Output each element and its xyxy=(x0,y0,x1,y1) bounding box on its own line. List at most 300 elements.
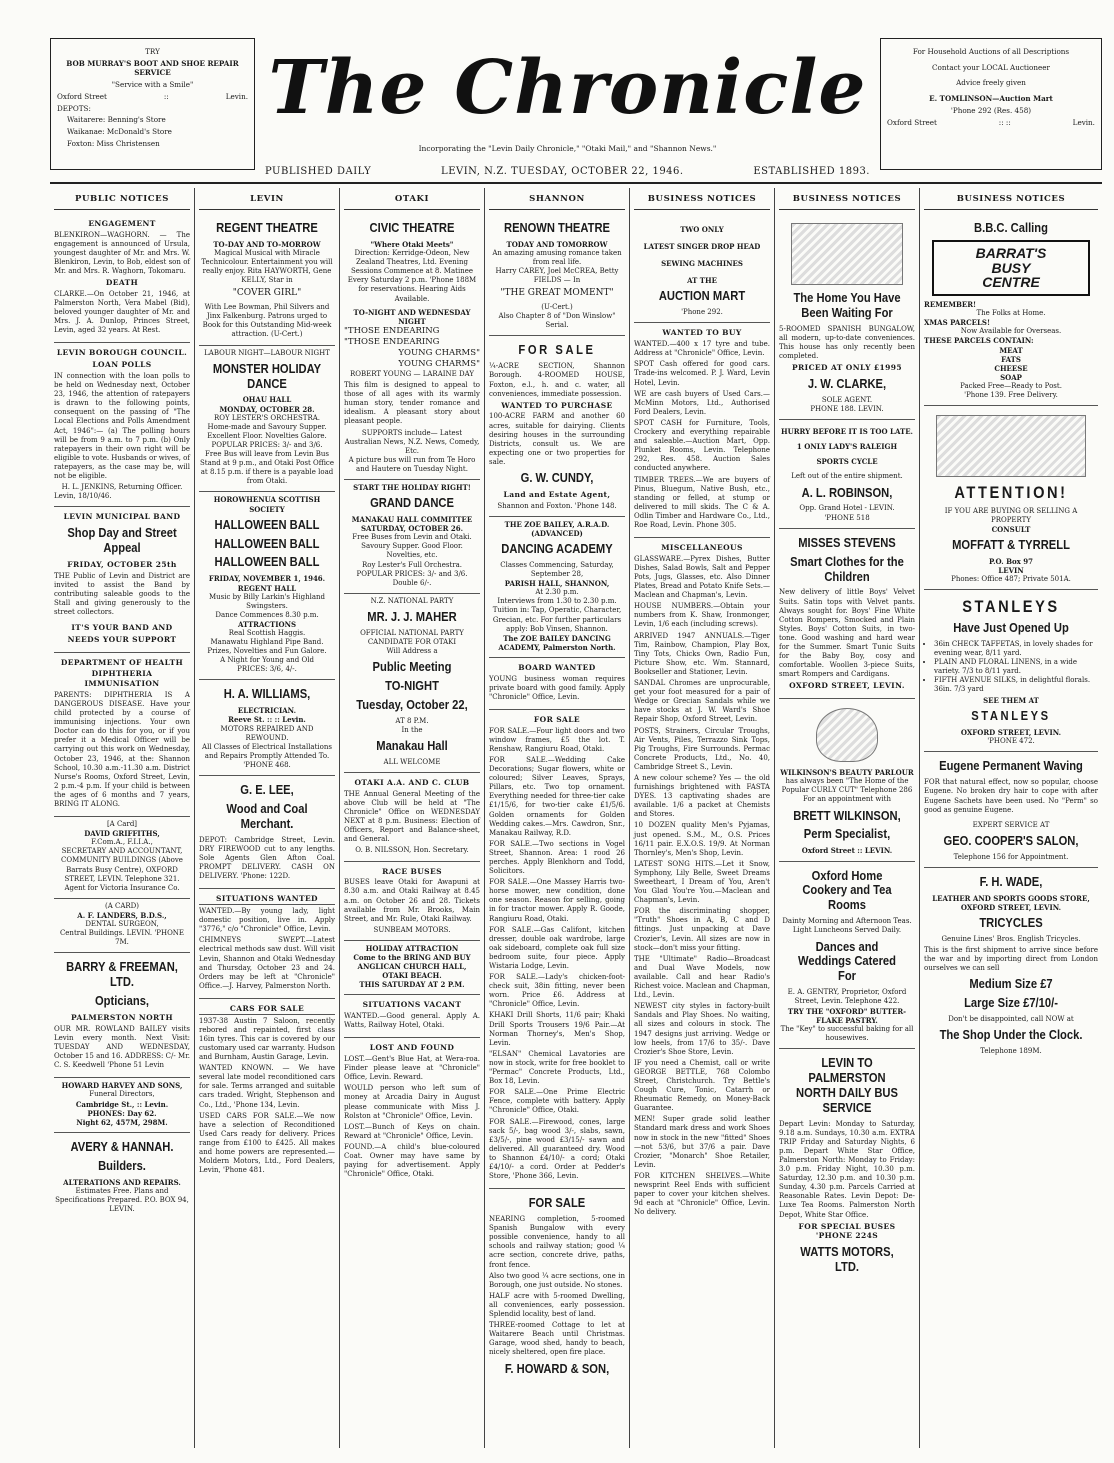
ear-depot-3: Foxton: Miss Christensen xyxy=(67,138,160,148)
ad-text: Packed Free—Ready to Post. xyxy=(960,381,1062,390)
ad-big: Manakau Hall xyxy=(376,738,448,754)
classified-text: WANTED.—By young lady, light domestic position, live in. Apply "3776," c/o "Chronicle" Office, Levin. xyxy=(199,907,335,934)
notice-loan-polls xyxy=(54,343,190,507)
column-heading: SHANNON xyxy=(489,188,625,210)
ad-heading: HURRY BEFORE IT IS TOO LATE. xyxy=(781,427,913,437)
section-board-wanted xyxy=(489,658,625,710)
ear-bob-murray xyxy=(50,38,255,170)
ad-text: 'PHONE 472. xyxy=(987,737,1035,746)
ad-big: Smart Clothes for the Children xyxy=(790,553,904,584)
ad-civic-theatre xyxy=(344,214,480,480)
ad-heading: TODAY AND TOMORROW xyxy=(506,239,608,249)
ad-text: MOTORS REPAIRED AND REWOUND. xyxy=(220,724,314,742)
ad-heading: REGENT HALL xyxy=(237,583,297,593)
classified-text: SPOT Cash offered for good cars. Trade-ins welcomed. P. J. Ward, Levin Hotel, Levin. xyxy=(634,360,770,387)
ad-text: POPULAR PRICES: 3/- and 3/6. xyxy=(211,440,323,449)
ad-heading: RACE BUSES xyxy=(382,866,442,876)
ad-big: Medium Size £7 xyxy=(969,976,1053,992)
card-text: SECRETARY AND ACCOUNTANT, COMMUNITY BUILDINGS (Above Barrats Busy Centre), OXFORD STREET, LEVIN. Telephone 321. Agent for Victoria Insurance Co. xyxy=(61,847,183,892)
ad-big: Oxford Home Cookery and Tea Rooms xyxy=(802,867,892,913)
ad-text: 100-ACRE FARM and another 60 acres, suitable for dairying. Clients desiring houses in the surrounding Districts, consult us. We are expecting one or two properties for sale. xyxy=(489,412,625,466)
ad-cundy xyxy=(489,336,625,516)
ad-big: Wood and Coal Merchant. xyxy=(226,800,308,831)
ad-text: PHONE 188. LEVIN. xyxy=(810,405,884,414)
ad-text: Shannon and Foxton. 'Phone 148. xyxy=(497,501,617,510)
classified-text: KHAKI Drill Shorts, 11/6 pair; Khaki Drill Sports Trousers 19/6 Pair.—At Norman Thorney's, Men's Shop, Levin. xyxy=(489,1011,625,1047)
ad-big: TRICYCLES xyxy=(979,914,1043,930)
classified-text: SANDAL Chromes are unprocurable, get your foot measured for a pair of Wedge or Grecian Sandals while we have stocks at J. W. Ward's Shoe Repair Shop, Oxford Street, Levin. xyxy=(634,679,770,724)
notice-signature: H. L. JENKINS, Returning Officer. xyxy=(61,483,183,492)
card-name: A. F. LANDERS, B.D.S., xyxy=(77,910,167,920)
column-heading: BUSINESS NOTICES xyxy=(779,188,915,210)
ad-text: AT 8 P.M. xyxy=(395,716,429,725)
ad-heading: CONSULT xyxy=(991,524,1031,534)
ad-dancing-academy xyxy=(489,517,625,658)
card-text: Central Buildings. LEVIN. 'PHONE 7M. xyxy=(59,929,185,947)
ad-big: BARRY & FREEMAN, LTD. xyxy=(66,959,178,990)
classified-text: FOR SALE.—Firewood, cones, large sack 5/-, bag wood 3/-, slabs, sawn, £3/5/-, pine wood £3/15/- sawn and delivered. All guaranteed dry. Wood to Shannon £4/10/- a cord; Otaki £4/10/- a cord. Order at Pedder's Store, 'Phone 366, Levin. xyxy=(489,1117,625,1181)
ad-text: ROY LESTER'S ORCHESTRA. xyxy=(214,413,320,422)
film-title: YOUNG CHARMS" xyxy=(398,347,480,358)
card-name: DAVID GRIFFITHS, xyxy=(84,829,160,839)
ad-howard-harvey xyxy=(54,1078,190,1132)
ad-text: Home-made and Savoury Supper. Excellent Floor. Novelties Galore. xyxy=(207,422,327,440)
ear-title: BOB MURRAY'S BOOT AND SHOE REPAIR SERVICE xyxy=(66,58,239,78)
ad-text: EXPERT SERVICE AT xyxy=(972,820,1050,829)
ad-text: ALL WELCOME xyxy=(383,758,441,767)
columns xyxy=(50,188,1102,1448)
card-landers xyxy=(54,899,190,953)
ad-text: LABOUR NIGHT—LABOUR NIGHT xyxy=(204,348,330,357)
column-heading: PUBLIC NOTICES xyxy=(54,188,190,210)
section-for-sale xyxy=(489,710,625,1189)
notice-engagement xyxy=(54,214,190,343)
ad-text: Left out of the entire shipment. xyxy=(791,472,903,481)
ad-williams xyxy=(199,680,335,776)
column-otaki xyxy=(340,188,485,1448)
ad-text: THE Annual General Meeting of the above Club will be held at "The Chronicle" Office on WEDNESDAY NEXT at 8 p.m. Business: Election of Officers, Report and Balance-sheet, and General. xyxy=(344,789,480,844)
ad-heading: TWO ONLY xyxy=(680,225,724,235)
ad-big: Opticians, xyxy=(94,993,150,1009)
ad-text: Cambridge St., :: Levin. xyxy=(75,1099,169,1109)
ad-big: Have Just Opened Up xyxy=(953,619,1069,635)
ad-text: ¼-ACRE SECTION, Shannon Borough. 4-ROOMED HOUSE, Foxton, e.l., h. and c. water, all conveniences, immediate possession. xyxy=(489,362,625,398)
ad-text: IF YOU ARE BUYING OR SELLING A PROPERTY xyxy=(944,506,1078,524)
ad-oxford-cookery xyxy=(779,862,915,1049)
ad-wilkinson-beauty xyxy=(779,699,915,861)
classified-text: LATEST SONG HITS.—Let it Snow, Symphony, Lily Belle, Sweet Dreams Sweetheart, I Dream of You, Aren't You Glad You're You.—Maclean and Chapman's, Levin. xyxy=(634,859,770,905)
classified-text: WANTED.—Good general. Apply A. Watts, Railway Hotel, Otaki. xyxy=(344,1012,480,1030)
ad-big: The Shop Under the Clock. xyxy=(939,1027,1083,1043)
ear-try: TRY xyxy=(145,47,160,56)
column-public-notices xyxy=(50,188,195,1448)
classified-text: FOR SALE.—One Massey Harris two-horse mower, new condition, done one season. Reason for selling, going in for tractor mower. Apply R. Goode, Rangiuru Road, Otaki. xyxy=(489,878,625,923)
notice-text: BLENKIRON—WAGHORN. — The engagement is announced of Ursula, youngest daughter of Mr. and Mrs. W. Blenkiron, Levin, to Bob, eldest son of Mr. and Mrs. R. Waghorn, Tokomaru. xyxy=(54,230,190,276)
ad-heading: SEE THEM AT xyxy=(983,696,1039,706)
section-miscellaneous xyxy=(634,538,770,1224)
ad-howard-for-sale xyxy=(489,1189,625,1385)
ad-text: E. A. GENTRY, Proprietor, Oxford Street, Levin. Telephone 422. xyxy=(787,988,907,1006)
notice-band xyxy=(54,507,190,652)
ad-big: FOR SALE xyxy=(528,1195,586,1211)
ear-r5: 'Phone 292 (Res. 458) xyxy=(950,105,1032,115)
ad-text: In the xyxy=(401,726,423,735)
ad-heading: HOROWHENUA SCOTTISH SOCIETY xyxy=(213,495,321,514)
ad-heading: SEWING MACHINES xyxy=(661,259,743,269)
ad-text: Estimates Free. Plans and Specifications Prepared. P.O. BOX 94, LEVIN. xyxy=(55,1186,189,1213)
ear-r-town: Levin. xyxy=(1072,117,1095,127)
ad-text: Magical Musical with Miracle Technicolour. Entertainment you will really enjoy. Rita HAYWORTH, Gene KELLY, Star in xyxy=(201,249,333,285)
card-griffiths xyxy=(54,817,190,899)
notice-text: PARENTS: DIPHTHERIA IS A DANGEROUS DISEASE. Have your child protected by a course of immunising injections. Your own Doctor can do this for you, or if you prefer it a Medical Officer will be carrying out this work on Wednesday, October 23, 1946, at the: Shannon School, 10.30 a.m.-11.30 a.m. District Nurse's Rooms, Oxford Street, Levin, 2 p.m.-4 p.m. If your child is between the ages of 6 months and 7 years, BRING IT ALONG. xyxy=(54,690,190,809)
ad-big: STANLEYS xyxy=(971,708,1051,724)
ad-text: Prizes, Novelties and Fun Galore. xyxy=(207,647,327,656)
ad-heading: TO-DAY AND TO-MORROW xyxy=(213,239,321,249)
ad-text: SOLE AGENT. xyxy=(821,395,873,404)
ad-big: Eugene Permanent Waving xyxy=(939,758,1083,774)
ad-text: 'PHONE 468. xyxy=(243,760,291,769)
ad-wade-tricycles xyxy=(924,868,1098,1061)
ad-renown-theatre xyxy=(489,214,625,336)
ad-text: Dance Commences 8.30 p.m. xyxy=(215,610,319,619)
ad-text: This is the first shipment to arrive since before the war and by importing direct from London ourselves we can sell xyxy=(924,945,1098,973)
ad-big: CIVIC THEATRE xyxy=(369,220,455,236)
ad-text: Now Available for Overseas. xyxy=(960,327,1062,336)
classified-text: FOR SALE.—Wedding Cake Decorations; Sugar flowers, white or coloured; Silver Leaves, Sprays, Pillars, etc. Two top ornament. Everything needed for three-tier cake £1/15/6, for two-tier cake £1/5/6. Golden ornaments for Golden Wedding cakes.—Mrs. Cawdron, Snr., Manakau Railway, R.D. xyxy=(489,755,625,837)
ad-heading: XMAS PARCELS! xyxy=(924,318,991,328)
ad-text: Savoury Supper. Good Floor. Novelties, etc. xyxy=(361,542,463,560)
film-title: "THE GREAT MOMENT" xyxy=(500,288,614,299)
dateline xyxy=(265,166,870,177)
ad-big: MR. J. J. MAHER xyxy=(367,608,457,624)
ear-tomlinson xyxy=(880,38,1102,170)
ad-barry-freeman xyxy=(54,953,190,1078)
newspaper-title: The Chronicle xyxy=(268,45,867,131)
list-item: • PLAIN AND FLORAL LINENS, in a wide variety. 7/3 to 8/11 yard. xyxy=(934,658,1098,676)
ad-text: Night 62, 457M, 298M. xyxy=(76,1117,168,1127)
classified-text: WOULD person who left sum of money at Arcadia Dairy in August please communicate with Miss J. Rolston at "Chronicle" Office, Levin. xyxy=(344,1084,480,1120)
ad-heading: WANTED TO PURCHASE xyxy=(501,400,613,410)
section-cars-for-sale xyxy=(199,999,335,1182)
ad-big: MISSES STEVENS xyxy=(798,534,896,550)
ad-robinson-cycle xyxy=(779,420,915,529)
classified-text: "ELSAN" Chemical Lavatories are now in stock, write for free booklet to "Permac" Concrete Products, Ltd., Box 18, Levin. xyxy=(489,1049,625,1086)
ad-heading: PARISH HALL, SHANNON, xyxy=(504,579,610,589)
classified-text: 10 DOZEN quality Men's Pyjamas, just opened. S.M., M., O.S. Prices 16/11 pair. E.X.O.S. 19/9. At Norman Thornley's, Men's Shop, Levin. xyxy=(634,821,770,857)
ad-grand-dance xyxy=(344,480,480,594)
classified-text: FOR SALE.—Two sections in Vogel Street, Shannon. Area: 1 rood 26 perches. Apply Blenkhorn and Todd, Solicitors. xyxy=(489,839,625,876)
column-business-notices-2 xyxy=(775,188,920,1448)
ad-big: MOFFATT & TYRRELL xyxy=(952,536,1070,552)
notice-heading: DEATH xyxy=(105,278,139,288)
ad-misses-stevens xyxy=(779,529,915,700)
ad-big: RENOWN THEATRE xyxy=(503,220,610,236)
ad-heading: ELECTRICIAN. xyxy=(237,706,297,716)
ad-big: Large Size £7/10/- xyxy=(964,995,1058,1011)
ad-big: ATTENTION! xyxy=(954,483,1068,503)
ad-text: An amazing amusing romance taken from real life. xyxy=(492,249,622,267)
column-heading: BUSINESS NOTICES xyxy=(924,188,1098,210)
section-heading: SITUATIONS WANTED xyxy=(199,894,335,905)
ear-r1: For Household Auctions of all Descriptions xyxy=(912,47,1070,56)
ad-big: Dances and Weddings Catered For xyxy=(798,938,896,984)
ad-item: MEAT xyxy=(999,345,1023,355)
ad-text: The "Key" to successful baking for all housewives. xyxy=(780,1024,914,1042)
ad-item: SOAP xyxy=(1000,372,1022,382)
notice-heading: LOAN POLLS xyxy=(92,360,152,370)
ear-sep: :: xyxy=(163,91,169,101)
ad-heading: OXFORD STREET, LEVIN. xyxy=(789,681,905,691)
ad-name: HOWARD HARVEY AND SONS, xyxy=(61,1081,183,1091)
ad-big: HALLOWEEN BALL xyxy=(214,516,320,532)
ad-text: THREE-roomed Cottage to let at Waitarere Beach until Christmas. Garage, wood shed, handy to beach, nicely sheltered, open fire place. xyxy=(489,1321,625,1357)
barrats-logo xyxy=(932,240,1090,296)
ad-big: AVERY & HANNAH. xyxy=(70,1138,174,1154)
classified-text: USED CARS FOR SALE.—We now have a selection of Reconditioned Used Cars ready for delivery. Prices range from £100 to £425. All makes and home powers are represented.—Moldern Motors, Ltd., Ford Dealers, Levin, 'Phone 481. xyxy=(199,1111,335,1175)
lady-portrait-icon xyxy=(816,708,878,762)
film-title: "THOSE ENDEARING xyxy=(344,336,440,347)
ad-text: A Night for Young and Old xyxy=(220,656,314,665)
ad-big: DANCING ACADEMY xyxy=(501,541,613,557)
section-situations-vacant xyxy=(344,995,480,1038)
notice-date: Levin, 18/10/46. xyxy=(54,492,112,501)
classified-text: IF you need a Chemist, call or write GEORGE BETTLE, 768 Colombo Street, Christchurch. Try Bettle's Cough Cure, Tonic, Catarrh or Rheumatic Remedy, on Money-Back Guarantee. xyxy=(634,1058,770,1113)
ad-text: SUPPORTS include— Latest Australian News, N.Z. News, Comedy, Etc. xyxy=(344,428,480,455)
ad-lee xyxy=(199,776,335,889)
ad-text: This film is designed to appeal to those of all ages with its warmly human story, tender romance and idealism. A pleasant story about pleasant people. xyxy=(344,381,480,426)
classified-text: FOR SALE.—Gas Califont, kitchen dresser, double oak wardrobe, large oak sideboard, complete oak full size bedroom suite, four piece. Apply Wistaria Lodge, Levin. xyxy=(489,925,625,971)
ear-slogan: "Service with a Smile" xyxy=(111,80,194,90)
ear-r2: Contact your LOCAL Auctioneer xyxy=(932,62,1050,72)
ad-big: GRAND DANCE xyxy=(370,495,454,511)
classified-text: FOR SALE.—One Prime Electric Fence, complete with battery. Apply "Chronicle" Office, Otaki. xyxy=(489,1088,625,1115)
ad-text: Real Scottish Haggis. xyxy=(228,628,306,637)
newspaper-page xyxy=(50,38,1102,1448)
section-heading: BOARD WANTED xyxy=(518,662,596,672)
ear-town: Levin. xyxy=(225,91,248,101)
ad-heading: "Where Otaki Meets" xyxy=(370,239,454,249)
masthead-rule xyxy=(50,182,1102,184)
ad-text: Come to the BRING AND BUY xyxy=(353,952,471,962)
ad-heading: N.Z. NATIONAL PARTY xyxy=(370,596,454,605)
ear-street: Oxford Street xyxy=(57,91,107,101)
ad-halloween-ball xyxy=(199,492,335,680)
ad-race-buses xyxy=(344,862,480,941)
ad-heading: PALMERSTON NORTH xyxy=(71,1013,173,1023)
ad-text: The ZOE BAILEY DANCING ACADEMY, Palmerston North. xyxy=(498,633,616,652)
notice-heading: ENGAGEMENT xyxy=(88,219,156,229)
classified-text: WE are cash buyers of Used Cars.—McMinn Motors, Ltd., Authorised Ford Dealers, Levin. xyxy=(634,389,770,416)
classified-text: GLASSWARE.—Pyrex Dishes, Butter Dishes, Salad Bowls, Salt and Pepper Pots, Jugs, Glasses, etc. Also Dinner Plates, Bread and Potato Knife Sets.—Maclean and Chapman's, Levin. xyxy=(634,554,770,600)
ad-text: Roy Lester's Full Orchestra. POPULAR PRICES: 3/- and 3/6. Double 6/-. xyxy=(356,560,468,587)
stanleys-list xyxy=(924,640,1098,695)
ad-moffatt-tyrrell xyxy=(924,406,1098,590)
logo-line: BUSY xyxy=(991,259,1031,276)
ad-heading: LEATHER AND SPORTS GOODS STORE, xyxy=(932,893,1090,903)
ad-text: PRICES: 3/6, 4/-. xyxy=(237,665,297,674)
ad-text: Don't be disappointed, call NOW at xyxy=(948,1015,1074,1024)
ad-big: GEO. COOPER'S SALON, xyxy=(943,832,1079,848)
ad-text: Genuine Lines' Bros. English Tricycles. xyxy=(941,934,1081,943)
classified-text: FOR SALE.—Lady's chicken-foot-check suit, 38in fitting, never been worn. Price £6. Address at "Chronicle" Office, Levin. xyxy=(489,973,625,1009)
section-heading: WANTED TO BUY xyxy=(662,328,742,338)
ad-heading: LATEST SINGER DROP HEAD xyxy=(643,242,761,252)
column-heading: BUSINESS NOTICES xyxy=(634,188,770,210)
card-qual: DENTAL SURGEON, xyxy=(85,920,159,929)
notice-heading: IT'S YOUR BAND AND xyxy=(71,623,173,633)
classified-text: A new colour scheme? Yes — the old furnishings brightened with FASTA DYES. 13 captivating shades are available. 1/6 a packet at Chemists and Stores. xyxy=(634,773,770,819)
film-title: "COVER GIRL" xyxy=(232,288,302,299)
ad-text: LEVIN xyxy=(998,565,1024,575)
ad-heading: TRY THE "OXFORD" BUTTER-FLAKE PASTRY. xyxy=(787,1006,907,1025)
ad-heading: ATTRACTIONS xyxy=(237,619,297,629)
ad-text: At 2.30 p.m. xyxy=(535,588,579,597)
ad-text: has always been "The Home of the Popular CURLY CUT" Telephone 286 For an appointment with xyxy=(781,777,913,804)
ad-heading: Oxford Street :: LEVIN. xyxy=(801,846,893,856)
list-item: • FIFTH AVENUE SILKS, in delightful florals. 36in. 7/3 yard xyxy=(934,676,1098,694)
ad-text: Free Buses from Levin and Otaki. xyxy=(352,533,472,542)
ad-text: BUSES leave Otaki for Awapuni at 8.30 a.m. and Otaki Railway at 8.45 a.m. on October 26 and 28. Tickets available from Mr. Brooks, Main Street, and Mr. Rule, Otaki Railway. xyxy=(344,878,480,923)
ear-r-sep: :: :: xyxy=(998,117,1011,127)
ad-barrats xyxy=(924,214,1098,406)
notice-big: Shop Day and Street Appeal xyxy=(67,525,177,555)
ad-heading: Reeve St. :: :: Levin. xyxy=(228,715,306,725)
section-heading: FOR SALE xyxy=(533,714,581,724)
ad-heading: THESE PARCELS CONTAIN: xyxy=(924,336,1034,346)
ad-text: The Folks at Home. xyxy=(976,309,1046,318)
ad-item: FATS xyxy=(1001,354,1021,364)
logo-line: CENTRE xyxy=(982,274,1040,291)
ad-text: Harry CAREY, Joel McCREA, Betty FIELDS — In xyxy=(495,267,619,285)
ad-text: OFFICIAL NATIONAL PARTY CANDIDATE FOR OTAKI xyxy=(360,628,464,646)
ad-text: Phones: Office 487; Private 501A. xyxy=(951,575,1071,584)
classified-text: ARRIVED 1947 ANNUALS.—Tiger Tim, Rainbow, Champion, Play Box, Tiny Tots, Chicks Own, Radio Fun, Picture Show, etc. Wm. Stannard, Bookseller and Stationer, Levin. xyxy=(634,631,770,676)
ad-national-party xyxy=(344,594,480,773)
ad-text: 'PHONE 518 xyxy=(824,513,870,522)
ad-text: Will Address a xyxy=(386,647,438,656)
ad-heading: MANAKAU HALL COMMITTEE xyxy=(351,515,473,525)
ad-text: DEPOT: Cambridge Street, Levin. DRY FIREWOOD cut to any lengths. Sole Agents Glen Afton Coal. PROMPT DELIVERY. CASH ON DELIVERY. 'Phone: 122D. xyxy=(199,835,335,881)
ad-heading: OXFORD STREET, LEVIN. xyxy=(960,728,1062,738)
established: ESTABLISHED 1893. xyxy=(753,166,870,177)
ad-heading: WILKINSON'S BEAUTY PARLOUR xyxy=(780,768,914,778)
ad-stanleys xyxy=(924,590,1098,752)
ear-r4: E. TOMLINSON—Auction Mart xyxy=(929,94,1053,104)
ad-text: Direction: Kerridge-Odeon, New Zealand Theatres, Ltd. Evening Sessions Commence at 8. Matinee Every Saturday 2 p.m. 'Phone 188M for reservations. Hearing Aids Available. xyxy=(347,249,477,303)
ad-text: Depart Levin: Monday to Saturday, 9.18 a.m. Sundays, 10.30 a.m. EXTRA TRIP Friday and Saturday Nights, 6 p.m. Depart White Star Office, Palmerston North: Monday to Friday: 3.0 p.m. Friday Night, 10.30 p.m. Saturday, 12.30 p.m. and 10.30 p.m. Sunday, 4.30 p.m. Parcels Carried at Reasonable Rates. Levin Depot: De-Luxe Tea Rooms. Palmerston North Depot, White Star Office. xyxy=(779,1119,915,1219)
ad-heading: HOLIDAY ATTRACTION xyxy=(365,943,459,953)
ad-heading: THE ZOE BAILEY, A.R.A.D. (ADVANCED) xyxy=(504,519,610,538)
ad-big: MONSTER HOLIDAY DANCE xyxy=(212,360,322,391)
ad-text: Interviews from 1.30 to 2.30 p.m. Tuition in: Tap, Operatic, Character, Grecian, etc. For further particulars apply: Bob Vinsen, Shannon. xyxy=(492,597,622,633)
logo-line: BARRAT'S xyxy=(975,244,1047,261)
house-illustration-icon xyxy=(936,415,1086,477)
ad-heading: OTAKI A.A. AND C. CLUB xyxy=(354,778,470,788)
ear-depot-1: Waitarere: Benning's Store xyxy=(67,115,166,125)
notice-text: IN connection with the loan polls to be held on Wednesday next, October 23, 1946, the attention of ratepayers is drawn to the following points, consequent on the passing of "The Local Elections and Polls Amendment Act, 1946":— (a) The polling hours will be from 9 a.m. to 7 p.m. (b) Only ratepayers in their own right will be eligible to vote. Husbands or wives, of ratepayers, as the case may be, will not be eligible. xyxy=(54,371,190,481)
ad-heading: MONDAY, OCTOBER 28. xyxy=(219,404,315,414)
ad-big: The Home You Have Been Waiting For xyxy=(793,290,901,320)
section-heading: SITUATIONS VACANT xyxy=(362,1000,462,1010)
ad-heading: OXFORD STREET, LEVIN. xyxy=(960,902,1062,912)
issue-date: LEVIN, N.Z. TUESDAY, OCTOBER 22, 1946. xyxy=(441,166,684,177)
ad-text: Music by Billy Larkin's Highland Swingsters. xyxy=(209,592,325,610)
ad-text: ANGLICAN CHURCH HALL, xyxy=(357,962,467,972)
classified-text: TIMBER TREES.—We are buyers of Pinus, Bluegum, Native Bush, etc., standing or felled, at stump or delivered to mill skids. The C & A. Odlin Timber and Hardware Co., Ltd., Roe Road, Levin. Phone 305. xyxy=(634,475,770,529)
ad-text: THIS SATURDAY AT 2 P.M. xyxy=(359,980,465,990)
classified-text: FOUND.—A child's blue-coloured Coat. Owner may have same by paying for advertisement. Apply "Chronicle" Office, Otaki. xyxy=(344,1142,480,1179)
notice-heading: DIPHTHERIA IMMUNISATION xyxy=(84,669,160,689)
ad-text: Telephone 156 for Appointment. xyxy=(953,852,1069,861)
ad-big: F. H. WADE, xyxy=(979,873,1043,889)
section-wanted-to-buy xyxy=(634,323,770,538)
ad-big: F. HOWARD & SON, xyxy=(504,1360,610,1376)
ad-big: STANLEYS xyxy=(962,597,1060,617)
ad-aac-club xyxy=(344,773,480,861)
column-business-notices-1 xyxy=(630,188,775,1448)
ad-big: Perm Specialist, xyxy=(803,826,891,842)
ad-text: With Lee Bowman, Phil Silvers and Jinx Falkenburg. Patrons urged to Book for this Outstanding Mid-week attraction. (U-Cert.) xyxy=(202,303,332,339)
ad-big: BRETT WILKINSON, xyxy=(793,807,901,823)
column-levin xyxy=(195,188,340,1448)
ad-text: NEARING completion, 5-roomed Spanish Bungalow with every possible convenience, handy to all schools and railway station; good ¼ acre section, concrete drive, paths, front fence. xyxy=(489,1215,625,1269)
notice-heading: FRIDAY, OCTOBER 25th xyxy=(67,559,177,569)
classified-text: LOST.—Gent's Blue Hat, at Wera-roa. Finder please leave at "Chronicle" Office, Levin. Reward. xyxy=(344,1055,480,1082)
section-lost-found xyxy=(344,1038,480,1186)
classified-text: HOUSE NUMBERS.—Obtain your numbers from K. Shaw, Ironmonger, Levin, 1/6 each (including screws). xyxy=(634,602,770,629)
notice-text: THE Public of Levin and District are invited to assist the Band by contributing saleable goods to the Stall and giving generously to the street collectors. xyxy=(54,571,190,617)
ear-r3: Advice freely given xyxy=(956,78,1026,88)
ad-text: PHONES: Day 62. xyxy=(87,1108,157,1118)
ad-text: Opp. Grand Hotel - LEVIN. xyxy=(799,504,895,513)
ad-text: A picture bus will run from Te Horo and Hautere on Tuesday Night. xyxy=(348,455,476,473)
classified-text: 1937-38 Austin 7 Saloon, recently rebored and repainted, first class 16in tyres. This car is covered by our customary used car warranty. Hudson and Burnham, Austin Garage, Levin. xyxy=(199,1016,335,1062)
ad-big: G. W. CUNDY, xyxy=(520,470,594,486)
ad-big: HALLOWEEN BALL xyxy=(214,535,320,551)
ad-heading: ALTERATIONS AND REPAIRS. xyxy=(63,1177,181,1187)
ad-big: REGENT THEATRE xyxy=(216,220,318,236)
classified-text: NEWEST city styles in factory-built Sandals and Play Shoes. No waiting, all sizes and colours in stock. The 1947 designs just arriving. Wedge or low heels, from 17/6 to 35/-. Dave Crozier's Shoe Store, Levin. xyxy=(634,1002,770,1056)
ad-heading: SATURDAY, OCTOBER 26. xyxy=(360,524,464,534)
ad-big: HALLOWEEN BALL xyxy=(214,554,320,570)
ad-signature: SUNBEAM MOTORS. xyxy=(373,925,451,934)
section-situations-wanted xyxy=(199,889,335,999)
column-shannon xyxy=(485,188,630,1448)
ad-text: 'Phone 292. xyxy=(681,308,723,317)
ad-big: TO-NIGHT xyxy=(385,678,439,694)
classified-text: WANTED KNOWN. — We have several late model reconditioned cars for sale. Terms arranged and suitable cars traded. Wright, Stephenson and Co., Ltd., 'Phone 134, Levin. xyxy=(199,1064,335,1109)
ad-heading: SPORTS CYCLE xyxy=(816,457,878,467)
ad-text: Dainty Morning and Afternoon Teas. Light Luncheons Served Daily. xyxy=(782,917,912,935)
classified-text: THE "Ultimate" Radio—Broadcast and Dual Wave Models, now available. Call and hear Radio's Richest voice. Maclean and Chapman, Ltd., Levin. xyxy=(634,954,770,1000)
ad-text: 'Phone 139. Free Delivery. xyxy=(964,390,1058,399)
list-item: • 36in CHECK TAFFETAS, in lovely shades for evening wear, 8/11 yard. xyxy=(934,640,1098,658)
ad-text: (U-Cert.) xyxy=(541,303,573,312)
notice-heading: LEVIN BOROUGH COUNCIL. xyxy=(56,348,188,358)
ad-bus-service xyxy=(779,1049,915,1284)
ad-text: OUR MR. ROWLAND BAILEY visits Levin every month. Next Visit: TUESDAY AND WEDNESDAY, October 15 and 16. ADDRESS: C/- Mr. C. S. Keedwell 'Phone 51 Levin xyxy=(54,1024,190,1070)
ad-heading: PRICED AT ONLY £1995 xyxy=(791,363,903,373)
ad-big: AUCTION MART xyxy=(658,288,746,304)
ad-heading: AT THE xyxy=(687,276,717,286)
ad-text: ROBERT YOUNG — LARAINE DAY xyxy=(350,370,474,379)
column-heading: LEVIN xyxy=(199,188,335,210)
ad-text: Also Chapter 8 of "Don Winslow" Serial. xyxy=(498,312,616,330)
ad-big: FOR SALE xyxy=(518,342,596,358)
ad-text: Telephone 189M. xyxy=(980,1047,1042,1056)
section-heading: LOST AND FOUND xyxy=(369,1043,455,1053)
ad-item: CHEESE xyxy=(994,363,1028,373)
